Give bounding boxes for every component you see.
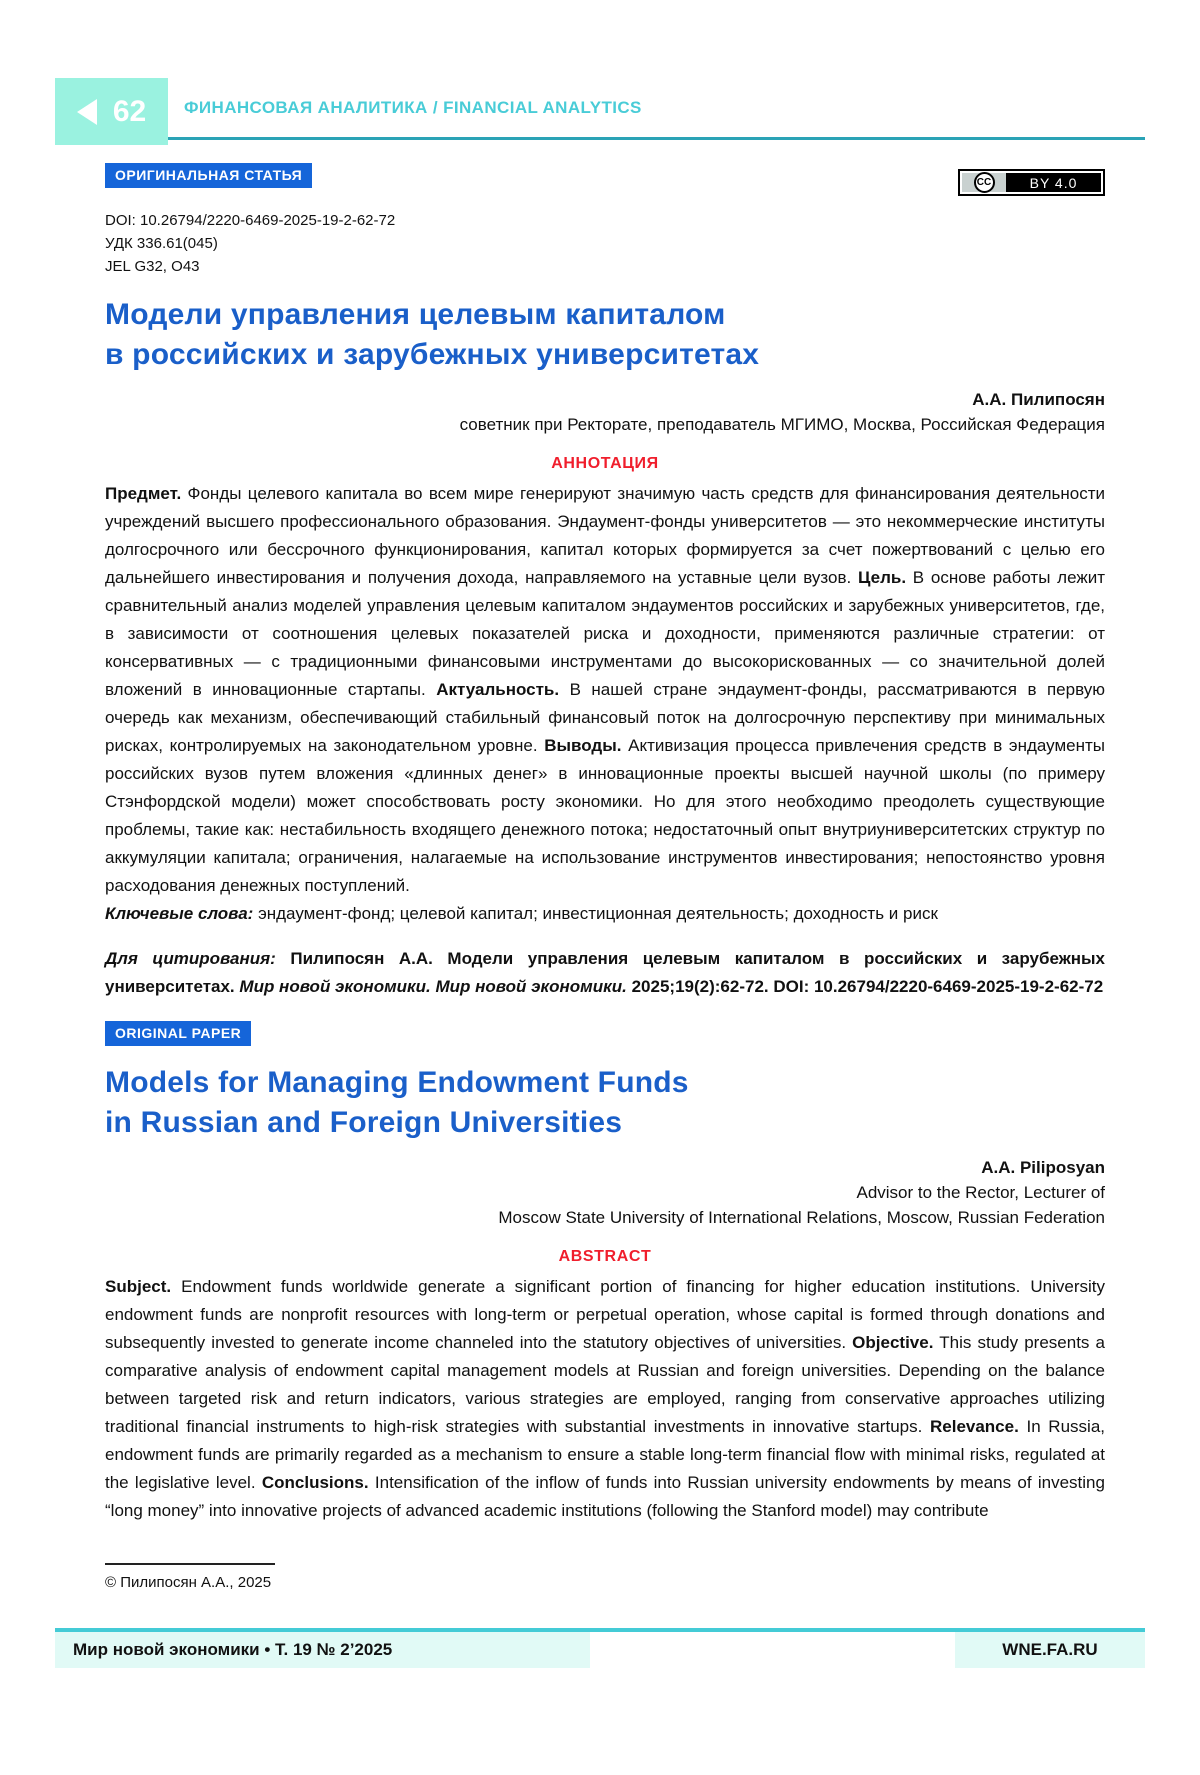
footer-site-url: WNE.FA.RU xyxy=(955,1632,1145,1668)
cc-icon: CC xyxy=(962,173,1006,192)
citation-block xyxy=(105,945,1105,1001)
udk-line: УДК 336.61(045) xyxy=(105,235,218,252)
badges-row xyxy=(105,163,1105,196)
title-en-line2: in Russian and Foreign Universities xyxy=(105,1106,623,1139)
abstract-heading-ru: АННОТАЦИЯ xyxy=(551,455,659,472)
section-title: ФИНАНСОВАЯ АНАЛИТИКА / FINANCIAL ANALYTICS xyxy=(184,97,642,117)
keywords-ru xyxy=(105,900,1105,928)
jel-line: JEL G32, O43 xyxy=(105,258,200,275)
abstract-en xyxy=(105,1273,1105,1525)
back-arrow-icon[interactable] xyxy=(77,99,97,125)
page-number-block xyxy=(55,78,168,145)
article-title-ru xyxy=(105,295,1105,375)
author-block-en xyxy=(105,1155,1105,1230)
title-en-line1: Models for Managing Endowment Funds xyxy=(105,1066,689,1099)
abstract-en-label-objective: Objective. xyxy=(852,1333,934,1352)
author-affiliation-en-line1: Advisor to the Rector, Lecturer of xyxy=(856,1183,1105,1202)
citation-journal: Мир новой экономики. Мир новой экономики. xyxy=(239,977,627,996)
author-block-ru xyxy=(105,387,1105,437)
article-title-en xyxy=(105,1063,1105,1143)
abstract-en-label-conclusions: Conclusions. xyxy=(261,1473,369,1492)
article-type-badge-en: ORIGINAL PAPER xyxy=(105,1021,251,1046)
abstract-en-text-conclusions: Intensification of the inflow of funds into Russian university endowments by means of investing “long money” into innovative projects of advanced academic institutions (following the Stanford model) may contribute xyxy=(105,1473,1105,1520)
abstract-ru xyxy=(105,480,1105,900)
copyright-text: © Пилипосян А.А., 2025 xyxy=(105,1574,272,1591)
copyright-divider xyxy=(105,1563,275,1565)
abstract-en-text-relevance: In Russia, endowment funds are primarily regarded as a mechanism to ensure a stable long-term financial flow with minimal risks, regulated at the legislative level. xyxy=(105,1417,1105,1492)
page-number: 62 xyxy=(112,94,147,128)
badge-row-en xyxy=(105,1021,1105,1046)
doi-line: DOI: 10.26794/2220-6469-2025-19-2-62-72 xyxy=(105,212,396,229)
cc-license-badge[interactable] xyxy=(958,169,1105,196)
page-footer xyxy=(55,1628,1145,1668)
abstract-heading-en: ABSTRACT xyxy=(558,1248,652,1265)
abstract-ru-text-objective: В основе работы лежит сравнительный анализ моделей управления целевым капиталом эндаументов российских и зарубежных университетов, где, в зависимости от соотношения целевых показателей риска и доходности, применяются различные стратегии: от консервативных — с традиционными финансовыми инструментами до высокорискованных — со значительной долей вложений в инновационные стартапы. xyxy=(105,568,1106,699)
cc-license-label: BY 4.0 xyxy=(1029,174,1078,191)
abstract-ru-text-subject: Фонды целевого капитала во всем мире генерируют значимую часть средств для финансирования деятельности учреждений высшего профессионального образования. Эндаумент-фонды университетов — это некоммерческие институты долгосрочного или бессрочного функционирования, капитал которых формируется за счет пожертвований с целью его дальнейшего инвестирования и получения дохода, направляемого на уставные цели вузов. xyxy=(105,484,1105,587)
abstract-ru-label-conclusions: Выводы. xyxy=(544,736,622,755)
title-ru-line2: в российских и зарубежных университетах xyxy=(105,338,760,371)
citation-tail: 2025;19(2):62-72. DOI: 10.26794/2220-6469-2025-19-2-62-72 xyxy=(631,977,1104,996)
author-name-ru: А.А. Пилипосян xyxy=(972,390,1105,409)
footer-journal-info: Мир новой экономики • Т. 19 № 2’2025 xyxy=(55,1632,590,1668)
abstract-ru-text-conclusions: Активизация процесса привлечения средств в эндаументы российских вузов путем вложения «длинных денег» в инновационные проекты высшей научной школы (по примеру Стэнфордской модели) может способствовать росту экономики. Но для этого необходимо преодолеть существующие проблемы, такие как: нестабильность входящего денежного потока; недостаточный опыт внутриуниверситетских структур по аккумуляции капитала; ограничения, налагаемые на использование инструментов инвестирования; непостоянство уровня расходования денежных поступлений. xyxy=(105,736,1105,895)
author-name-en: A.A. Piliposyan xyxy=(981,1158,1105,1177)
citation-label: Для цитирования: xyxy=(105,949,276,968)
header-rule xyxy=(168,78,1145,140)
abstract-ru-label-subject: Предмет. xyxy=(105,484,182,503)
article-meta xyxy=(105,209,1105,278)
keywords-text-ru: эндаумент-фонд; целевой капитал; инвестиционная деятельность; доходность и риск xyxy=(258,904,938,923)
author-affiliation-en-line2: Moscow State University of International Relations, Moscow, Russian Federation xyxy=(498,1208,1105,1227)
abstract-en-label-relevance: Relevance. xyxy=(929,1417,1019,1436)
article-content xyxy=(105,163,1105,1591)
abstract-ru-label-objective: Цель. xyxy=(857,568,907,587)
page-header xyxy=(0,78,1200,145)
abstract-ru-text-relevance: В нашей стране эндаумент-фонды, рассматриваются в первую очередь как механизм, обеспечивающий стабильный финансовый поток на долгосрочную перспективу при минимальных рисках, контролируемых на законодательном уровне. xyxy=(105,680,1105,755)
abstract-en-text-objective: This study presents a comparative analysis of endowment capital management models at Russian and foreign universities. Depending on the balance between targeted risk and return indicators, various strategies are employed, ranging from conservative approaches utilizing traditional financial instruments to high-risk strategies with substantial investments in innovative startups. xyxy=(105,1333,1105,1436)
abstract-en-label-subject: Subject. xyxy=(105,1277,172,1296)
citation-text: Пилипосян А.А. Модели управления целевым капиталом в российских и зарубежных университетах. xyxy=(105,949,1106,996)
abstract-ru-label-relevance: Актуальность. xyxy=(436,680,560,699)
title-ru-line1: Модели управления целевым капиталом xyxy=(105,298,726,331)
copyright-block xyxy=(105,1563,1105,1591)
keywords-label-ru: Ключевые слова: xyxy=(105,904,254,923)
article-type-badge-ru: ОРИГИНАЛЬНАЯ СТАТЬЯ xyxy=(105,163,312,188)
abstract-en-text-subject: Endowment funds worldwide generate a significant portion of financing for higher education institutions. University endowment funds are nonprofit resources with long-term or perpetual operation, whose capital is formed through donations and subsequently invested to generate income channeled into the statutory objectives of universities. xyxy=(105,1277,1105,1352)
author-affiliation-ru: советник при Ректорате, преподаватель МГИМО, Москва, Российская Федерация xyxy=(459,415,1105,434)
